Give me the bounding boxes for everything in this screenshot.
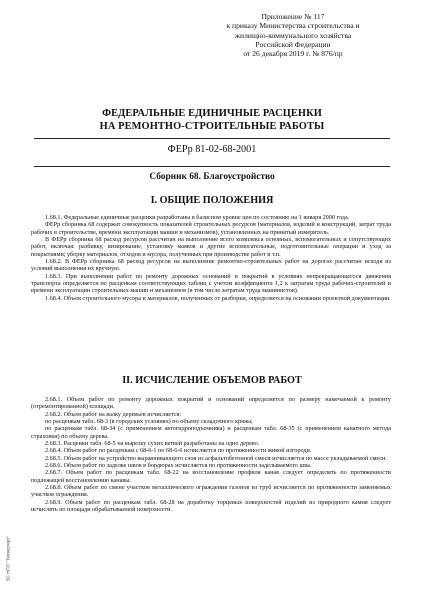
section-2-paragraph: 2.68.1. Объем работ по ремонту дорожных покрытий и оснований определяется по размеру намечаемой к ремонту (отремонтированной) площади. (31, 396, 391, 411)
section-1-body (31, 214, 391, 302)
document-title (0, 108, 424, 133)
appendix-number: Приложение № 117 (261, 12, 325, 21)
section-2-paragraph: по расценкам табл. 68-34 (с применением автогидроподъемника) и расценкам табл. 68-35 (с применением канатного метода страховки) по объему дерева. (31, 425, 391, 440)
document-title-line2: НА РЕМОНТНО-СТРОИТЕЛЬНЫЕ РАБОТЫ (99, 120, 325, 132)
section-2-paragraph: 2.68.7. Объем работ по расценкам табл. 68-22 на восстановление профиля канав следует определять по протяженности подлежащей восстановлению канавы. (31, 469, 391, 484)
appendix-date-line: от 26 декабря 2019 г. № 876/пр (243, 49, 343, 59)
appendix-country-line: Российской Федерации (255, 39, 331, 49)
appendix-order-line: к приказу Министерства строительства и (226, 21, 360, 31)
section-2-heading: II. ИСЧИСЛЕНИЕ ОБЪЕМОВ РАБОТ (122, 375, 302, 386)
section-2-body (31, 396, 391, 514)
section-2-paragraph: по расценкам табл. 68-3 (в городских условиях) по объему складочного кряжа; (45, 418, 253, 426)
section-1-paragraph: 1.68.4. Объем строительного мусора и материалов, полученных от разборки, определяется на основании проектной документации. (45, 294, 391, 302)
document-code: ФЕРр 81-02-68-2001 (167, 144, 257, 155)
section-1-paragraph: В ФЕРр сборника 68 расход ресурсов рассчитан на выполнение всего комплекса основных, вспомогательных и сопутствующих работ, включая: разбивку, визирование, установку маяков и другие вспомогательные, подготовительные операции и уход за покрытиями; уборку материалов, отходов и мусора, полученных при производстве работ и т.п. (31, 236, 391, 258)
divider-bottom (34, 166, 390, 167)
section-1-paragraph: 1.68.3. При выполнении работ по ремонту дорожных оснований и покрытий в условиях непрекращающегося движения транспорта определяется по расценкам соответствующих таблиц с учетом коэффициента 1,2 к затратам труда рабочих-строителей и времени эксплуатации строительных машин и механизмов (в том числе затратам труда машинистов). (31, 272, 391, 295)
section-2-paragraph: 2.68.3. Расценки табл. 68-5 на вырезку сухих ветвей разработаны на одно дерево. (45, 440, 260, 448)
section-1-paragraph: ФЕРр сборника 68 содержат совокупность показателей строительных ресурсов (материалов, изделий и конструкций, затрат труда рабочих в строительстве, времени эксплуатации машин и механизмов), установленных на принятый измеритель. (31, 221, 391, 236)
section-2-paragraph: 2.68.4. Объем работ по расценкам с 68-6-1 по 68-6-6 исчисляется по протяженности живой изгороди. (45, 447, 312, 455)
document-title-line1: ФЕДЕРАЛЬНЫЕ ЕДИНИЧНЫЕ РАСЦЕНКИ (102, 108, 322, 119)
section-1-heading: I. ОБЩИЕ ПОЛОЖЕНИЯ (150, 195, 274, 206)
appendix-block (188, 12, 398, 58)
section-1-paragraph: 1.68.2. В ФЕРр сборника 68 расход ресурсов на выполнение ремонтно-строительных работ на дорогах рассчитан исходя из условий выполнения их вручную. (31, 258, 391, 273)
section-1-paragraph: 1.68.1. Федеральные единичные расценки разработаны в базисном уровне цен по состоянию на 1 января 2000 года. (45, 214, 350, 221)
section-2-paragraph: 2.68.5. Объем работ на устройство выравнивающего слоя из асфальтобетонной смеси исчисляется по массе укладываемой смеси. (45, 454, 387, 462)
section-2-paragraph: 2.68.8. Объем работ по смене участков металлического ограждения газонов из труб исчисляется по протяженности заменяемых участков ограждения. (31, 484, 391, 499)
section-2-paragraph: 2.68.9. Объем работ по расценкам табл. 68-28 на доработку торцевых поверхностей изделий из природного камня следует исчислять по площади обрабатываемой поверхности. (31, 498, 391, 514)
section-2-paragraph: 2.68.2. Объем работ на валку деревьев исчисляется: (45, 410, 182, 418)
section-2-paragraph: 2.68.6. Объем работ по заделке швов в бордюрах исчисляется по протяженности заделываемого шва. (45, 462, 312, 470)
divider-top (34, 138, 390, 139)
appendix-ministry-line: жилищно-коммунального хозяйства (234, 30, 352, 40)
collection-title: Сборник 68. Благоустройство (149, 172, 275, 182)
side-watermark-label: ЗС НПП "Техэксперт" (5, 535, 11, 582)
